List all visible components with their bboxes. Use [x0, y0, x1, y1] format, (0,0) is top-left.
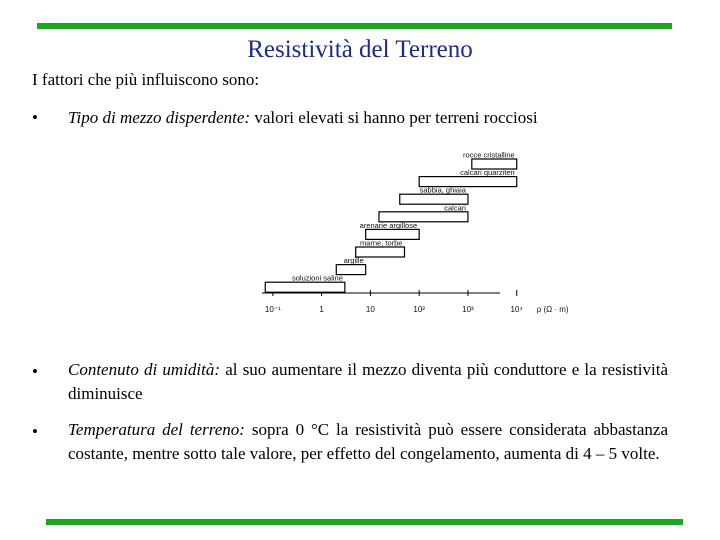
bullet-heading: Contenuto di umidità:	[68, 360, 221, 379]
bullet-heading: Temperatura del terreno:	[68, 420, 245, 439]
range-label: soluzioni saline	[292, 273, 343, 283]
bullet-body: valori elevati si hanno per terreni rocciosi	[250, 108, 538, 127]
resistivity-chart	[250, 150, 569, 325]
x-tick-label: 10	[365, 305, 375, 314]
range-label: arenarie argillose	[359, 220, 418, 230]
bullet-body: al suo aumentare il mezzo diventa più conduttore e la resistività diminuisce	[68, 360, 668, 403]
bullet-marker: •	[32, 362, 38, 381]
bullet-body: sopra 0 °C la resistività può essere considerata abbastanza costante, mentre sotto tale valore, per effetto del congelamento, aumenta di 4 – 5 volte.	[68, 420, 669, 463]
range-label: marne, torbe	[359, 238, 403, 248]
range-label: argille	[343, 256, 364, 266]
x-tick-label: 1	[319, 305, 324, 314]
top-accent-bar	[37, 23, 672, 29]
bullet-item-temperatura	[68, 418, 668, 466]
x-tick-label: 10³	[462, 305, 474, 314]
range-bar	[265, 282, 345, 292]
bullet-item-umidita	[68, 358, 668, 406]
bullet-marker: •	[32, 108, 38, 127]
slide-title: Resistività del Terreno	[247, 36, 473, 63]
range-label: sabbia, ghiaia	[419, 185, 466, 195]
intro-text: I fattori che più influiscono sono:	[32, 70, 260, 89]
x-tick-label: 10⁴	[510, 305, 523, 314]
range-label: rocce cristalline	[463, 150, 515, 160]
bullet-marker: •	[32, 422, 38, 441]
bottom-accent-bar	[46, 519, 683, 525]
x-tick-label: 10⁻¹	[264, 305, 281, 314]
x-tick-label: 10²	[413, 305, 425, 314]
bullet-heading: Tipo di mezzo disperdente:	[68, 108, 251, 127]
bullet-item-mezzo	[68, 106, 668, 130]
range-label: calcari quarziteri	[460, 168, 515, 178]
range-label: calcari	[444, 203, 466, 213]
x-axis-unit-label: ρ (Ω · m)	[536, 305, 569, 314]
